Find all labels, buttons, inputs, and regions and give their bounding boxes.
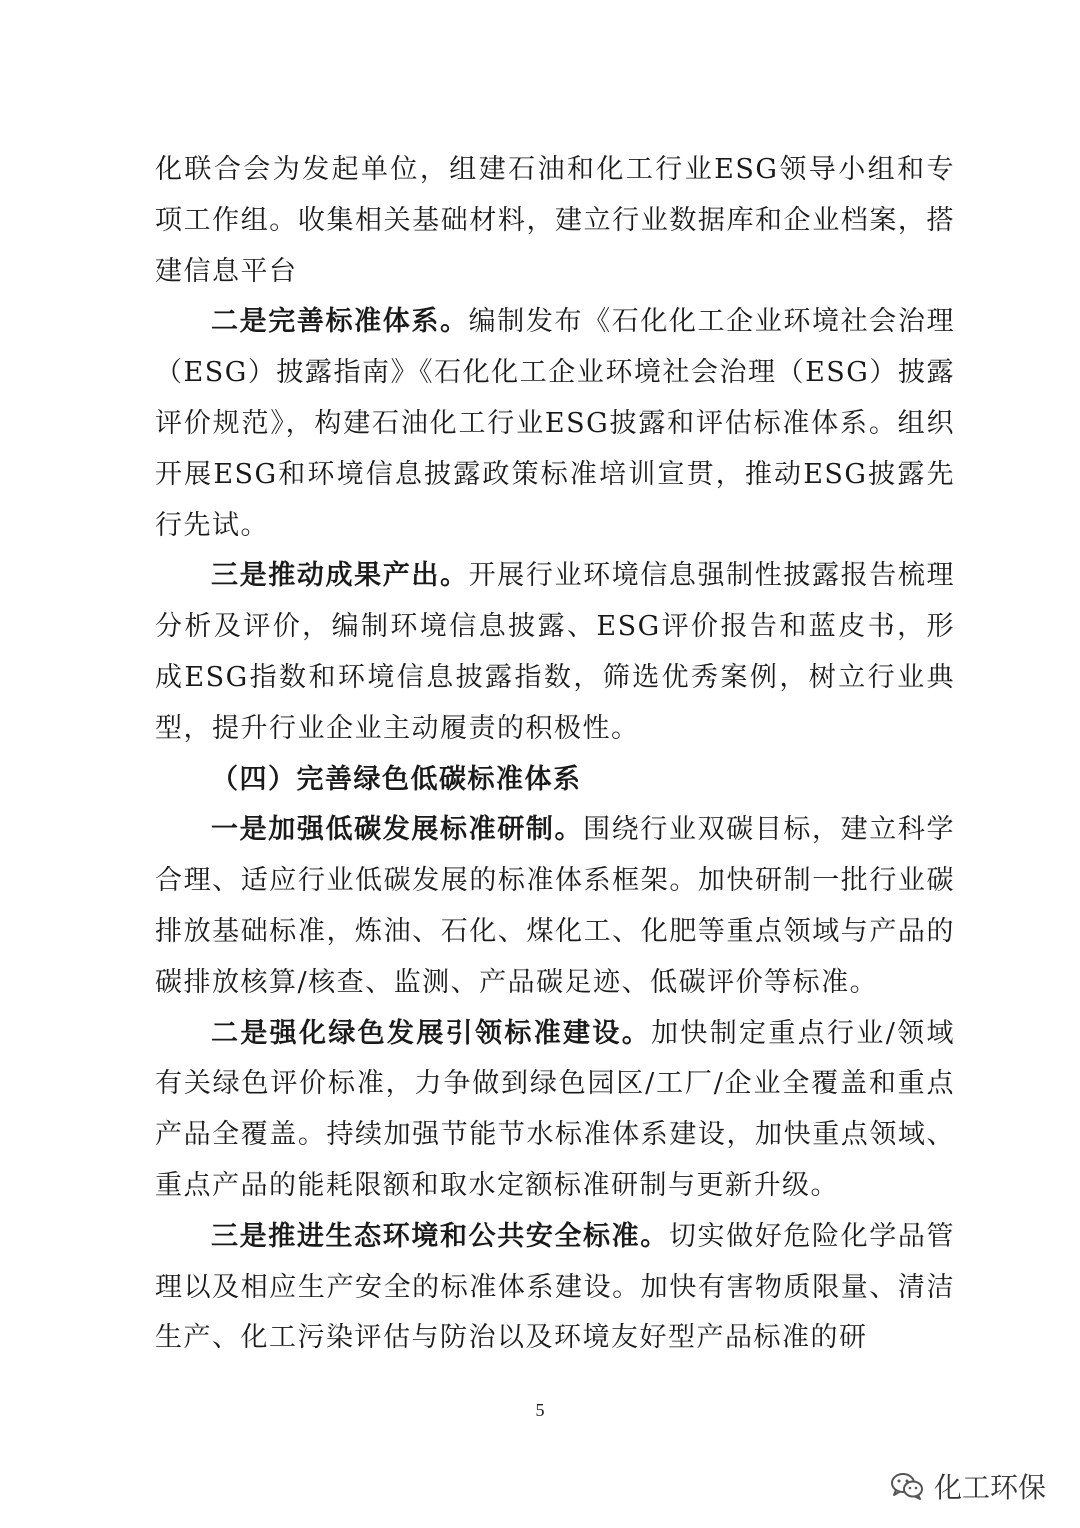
- watermark: [890, 1466, 1046, 1506]
- paragraph-text: 编制发布《石化化工企业环境社会治理（ESG）披露指南》《石化化工企业环境社会治理（ESG）披露评价规范》，构建石油化工行业ESG披露和评估标准体系。组织开展ESG和环境信息披露政策标准培训宣贯，推动ESG披露先行先试。: [155, 306, 956, 541]
- section-heading: （四）完善绿色低碳标准体系: [211, 763, 582, 795]
- page-number: 5: [535, 1400, 545, 1420]
- paragraph-lead: 二是完善标准体系。: [211, 306, 469, 338]
- paragraph-text: 切实做好危险化学品管理以及相应生产安全的标准体系建设。加快有害物质限量、清洁生产、化工污染评估与防治以及环境友好型产品标准的研: [155, 1220, 956, 1354]
- paragraph-text: 围绕行业双碳目标，建立科学合理、适应行业低碳发展的标准体系框架。加快研制一批行业碳排放基础标准，炼油、石化、煤化工、化肥等重点领域与产品的碳排放核算/核查、监测、产品碳足迹、低碳评价等标准。: [155, 814, 956, 998]
- paragraph-low-carbon: [155, 805, 955, 1008]
- watermark-label: 化工环保: [933, 1471, 1046, 1504]
- paragraph-standards-system: [155, 297, 955, 551]
- paragraph-text: 加快制定重点行业/领域有关绿色评价标准，力争做到绿色园区/工厂/企业全覆盖和重点产品全覆盖。持续加强节能节水标准体系建设，加快重点领域、重点产品的能耗限额和取水定额标准研制与更新升级。: [155, 1017, 955, 1201]
- paragraph-text: 化联合会为发起单位，组建石油和化工行业ESG领导小组和专项工作组。收集相关基础材料，建立行业数据库和企业档案，搭建信息平台: [155, 154, 955, 287]
- paragraph-results-output: [155, 551, 955, 754]
- paragraph-continued: [155, 145, 955, 297]
- paragraph-green-development: [155, 1009, 955, 1212]
- paragraph-lead: 三是推进生态环境和公共安全标准。: [211, 1220, 669, 1252]
- paragraph-ecology-safety: [155, 1212, 955, 1364]
- paragraph-text: 开展行业环境信息强制性披露报告梳理分析及评价，编制环境信息披露、ESG评价报告和蓝皮书，形成ESG指数和环境信息披露指数，筛选优秀案例，树立行业典型，提升行业企业主动履责的积极性。: [155, 560, 956, 744]
- document-body: [155, 145, 955, 1364]
- wechat-icon: [890, 1472, 924, 1500]
- paragraph-lead: 一是加强低碳发展标准研制。: [211, 814, 584, 846]
- paragraph-lead: 三是推动成果产出。: [211, 560, 469, 592]
- paragraph-lead: 二是强化绿色发展引领标准建设。: [211, 1017, 652, 1049]
